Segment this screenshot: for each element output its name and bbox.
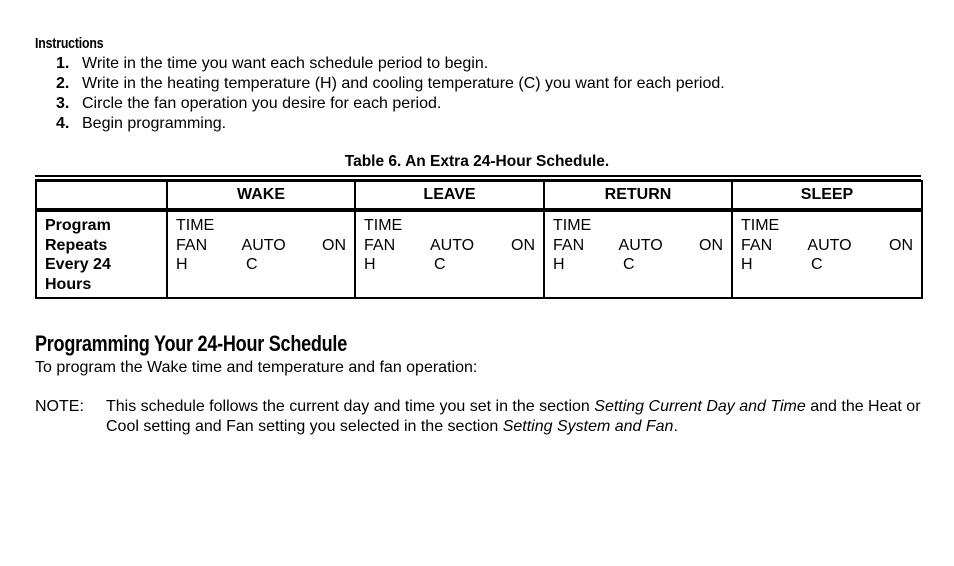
fan-label: FAN [176, 236, 208, 254]
temp-row [553, 255, 723, 275]
section-heading: Programming Your 24-Hour Schedule [35, 331, 347, 356]
note-text [106, 397, 925, 437]
schedule-table-wrapper [35, 175, 921, 299]
fan-on-option[interactable]: ON [889, 236, 913, 254]
sleep-cell[interactable] [732, 210, 922, 298]
step-number: 3. [56, 95, 70, 112]
fan-row [553, 236, 723, 256]
leave-cell[interactable] [355, 210, 544, 298]
cool-field[interactable]: C [434, 256, 446, 273]
cool-field[interactable]: C [811, 256, 823, 273]
instruction-step [56, 74, 725, 94]
temp-row [364, 255, 535, 275]
fan-auto-option[interactable]: AUTO [429, 236, 475, 254]
temp-row [741, 255, 913, 275]
heat-field[interactable]: H [364, 256, 376, 273]
step-text: Write in the heating temperature (H) and cooling temperature (C) you want for each period. [82, 75, 725, 92]
step-text: Begin programming. [82, 115, 227, 132]
header-wake: WAKE [167, 181, 355, 210]
fan-label: FAN [553, 236, 585, 254]
fan-label: FAN [364, 236, 396, 254]
step-number: 2. [56, 75, 70, 92]
instructions-list [56, 54, 725, 134]
fan-row [741, 236, 913, 256]
time-field[interactable]: TIME [553, 217, 592, 234]
note-label: NOTE: [35, 398, 84, 415]
note-text-part: and the Heat or Cool setting and Fan setting you selected in the section [106, 398, 921, 435]
step-text: Circle the fan operation you desire for each period. [82, 95, 442, 112]
note-text-end: . [673, 418, 678, 435]
heat-field[interactable]: H [176, 256, 188, 273]
wake-cell[interactable] [167, 210, 355, 298]
fan-auto-option[interactable]: AUTO [618, 236, 663, 254]
table-row [36, 210, 922, 298]
cool-field[interactable]: C [623, 256, 635, 273]
row-label-line: Repeats [45, 236, 108, 254]
row-label-line: Every 24 [45, 256, 111, 273]
time-field[interactable]: TIME [364, 217, 403, 234]
fan-on-option[interactable]: ON [511, 236, 535, 254]
step-text: Write in the time you want each schedule period to begin. [82, 55, 489, 72]
row-label [36, 210, 167, 298]
instructions-heading: Instructions [35, 35, 104, 52]
header-return: RETURN [544, 181, 732, 210]
fan-on-option[interactable]: ON [322, 236, 346, 254]
heat-field[interactable]: H [741, 256, 753, 273]
fan-auto-option[interactable]: AUTO [241, 236, 286, 254]
note-reference-link: Setting Current Day and Time [594, 398, 806, 415]
temp-row [176, 255, 346, 275]
step-number: 4. [56, 115, 70, 132]
note-text-part: This schedule follows the current day and time you set in the section [106, 398, 595, 415]
step-number: 1. [56, 55, 70, 72]
instruction-step [56, 114, 725, 134]
cool-field[interactable]: C [246, 256, 258, 273]
header-sleep: SLEEP [732, 181, 922, 210]
fan-row [364, 236, 535, 256]
return-cell[interactable] [544, 210, 732, 298]
fan-label: FAN [741, 236, 773, 254]
instruction-step [56, 54, 725, 74]
table-caption [0, 153, 954, 171]
heat-field[interactable]: H [553, 256, 565, 273]
time-field[interactable]: TIME [741, 217, 780, 234]
row-label-line: Hours [45, 275, 92, 293]
row-label-line: Program [45, 217, 111, 234]
schedule-table [35, 180, 923, 299]
fan-auto-option[interactable]: AUTO [807, 236, 852, 254]
fan-on-option[interactable]: ON [699, 236, 723, 254]
header-blank [36, 181, 167, 210]
time-field[interactable]: TIME [176, 217, 215, 234]
note-block [35, 397, 925, 437]
header-leave: LEAVE [355, 181, 544, 210]
note-reference-link: Setting System and Fan [502, 418, 674, 435]
table-caption-text: Table 6. An Extra 24-Hour Schedule. [344, 153, 610, 170]
fan-row [176, 236, 346, 256]
table-header-row [36, 181, 922, 210]
section-intro: To program the Wake time and temperature and fan operation: [35, 359, 478, 376]
instruction-step [56, 94, 725, 114]
